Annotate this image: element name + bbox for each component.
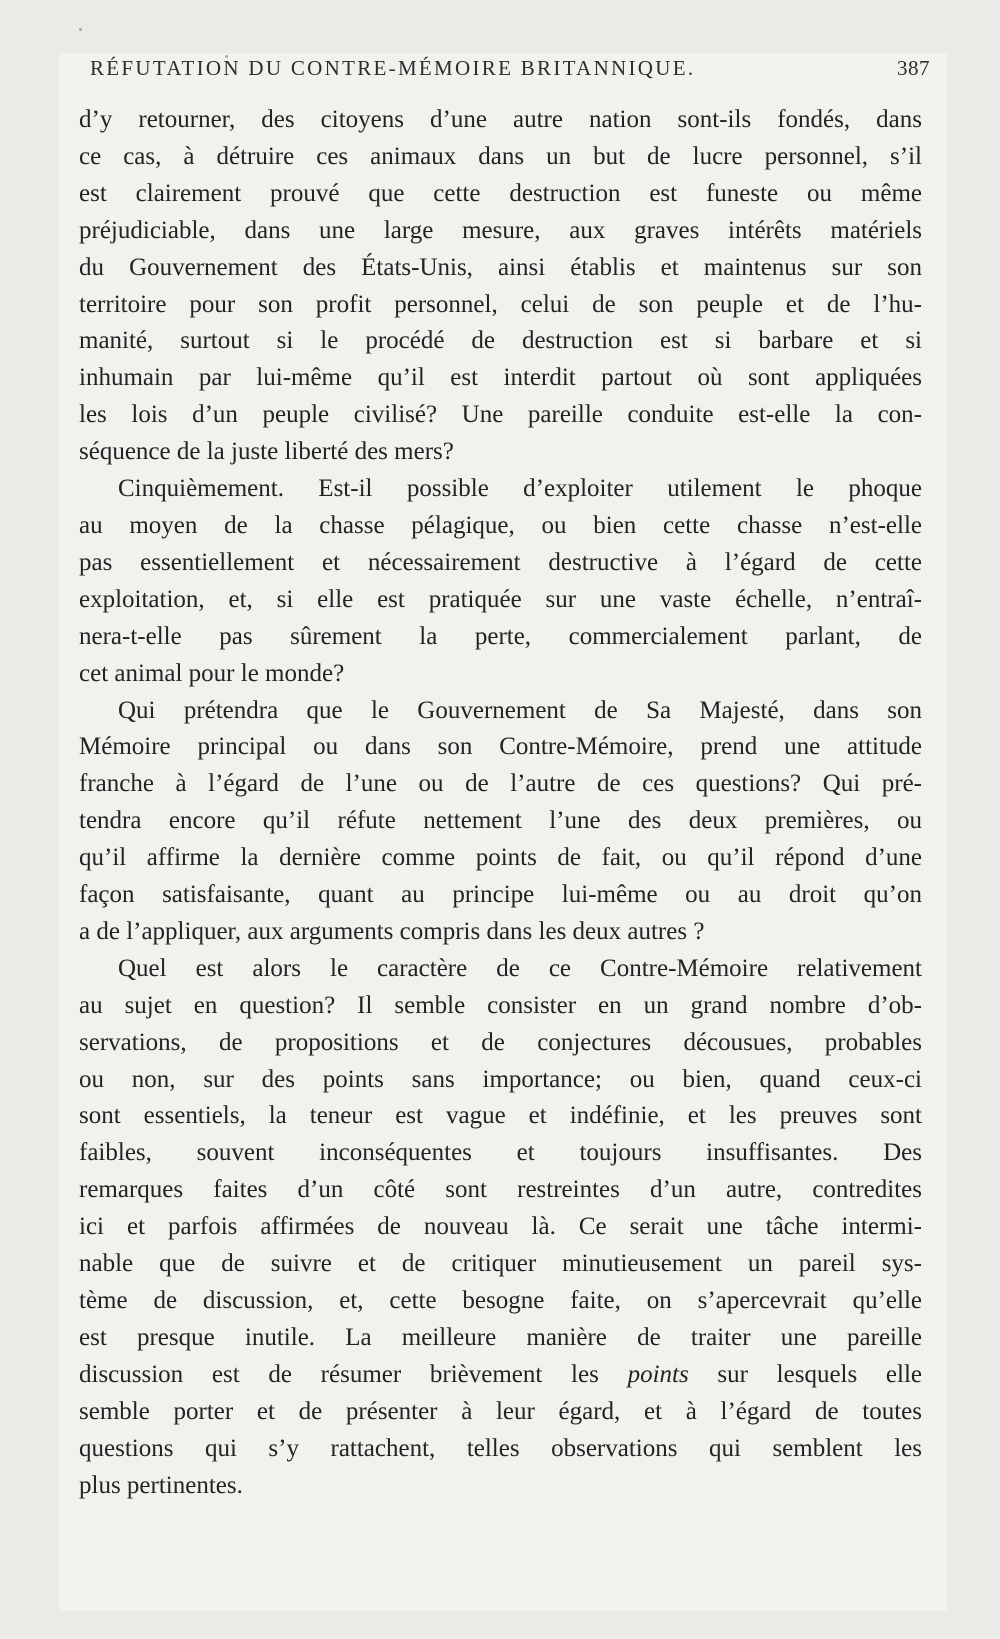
text-line: Cinquièmement. Est-il possible d’exploiter utilement le phoque	[118, 475, 922, 503]
paragraph-2	[79, 471, 922, 692]
text-segment: sur lesquels elle	[717, 1360, 923, 1388]
text-line: manité, surtout si le procédé de destruction est si barbare et si	[79, 327, 922, 355]
main-text	[79, 102, 922, 1504]
text-line: franche à l’égard de l’une ou de l’autre de ces questions? Qui pré-	[79, 770, 922, 798]
text-line: préjudiciable, dans une large mesure, aux graves intérêts matériels	[79, 216, 922, 244]
running-title: RÉFUTATION DU CONTRE-MÉMOIRE BRITANNIQUE.	[90, 56, 696, 80]
paragraph-4	[79, 951, 922, 1505]
text-line: semble porter et de présenter à leur égard, et à l’égard de toutes	[79, 1397, 922, 1425]
running-header	[90, 56, 930, 81]
text-line: nera-t-elle pas sûrement la perte, commercialement parlant, de	[79, 622, 922, 650]
text-line: faibles, souvent inconséquentes et toujours insuffisantes. Des	[79, 1139, 922, 1167]
paper-speck	[225, 55, 228, 58]
text-line: est presque inutile. La meilleure manière de traiter une pareille	[79, 1323, 922, 1351]
text-line: est clairement prouvé que cette destruction est funeste ou même	[79, 179, 922, 207]
text-line: remarques faites d’un côté sont restreintes d’un autre, contredites	[79, 1176, 922, 1204]
text-line: servations, de propositions et de conjectures décousues, probables	[79, 1028, 922, 1056]
text-line: Quel est alors le caractère de ce Contre-Mémoire relativement	[118, 954, 922, 982]
text-line: d’y retourner, des citoyens d’une autre nation sont-ils fondés, dans	[79, 106, 922, 133]
paragraph-1	[79, 102, 922, 471]
text-line: ici et parfois affirmées de nouveau là. Ce serait une tâche intermi-	[79, 1213, 922, 1241]
text-line: ce cas, à détruire ces animaux dans un but de lucre personnel, s’il	[79, 142, 922, 170]
text-line: tème de discussion, et, cette besogne faite, on s’apercevrait qu’elle	[79, 1287, 922, 1314]
text-line: au sujet en question? Il semble consister en un grand nombre d’ob-	[79, 991, 922, 1019]
text-line: qu’il affirme la dernière comme points de fait, ou qu’il répond d’une	[79, 844, 922, 872]
text-line-with-italic	[79, 1357, 922, 1394]
text-line: questions qui s’y rattachent, telles observations qui semblent les	[79, 1434, 922, 1462]
text-line: du Gouvernement des États-Unis, ainsi établis et maintenus sur son	[79, 253, 922, 281]
text-line: nable que de suivre et de critiquer minutieusement un pareil sys-	[79, 1250, 922, 1278]
text-line: plus pertinentes.	[79, 1471, 243, 1499]
text-line: ou non, sur des points sans importance; ou bien, quand ceux-ci	[79, 1065, 922, 1093]
text-line: territoire pour son profit personnel, celui de son peuple et de l’hu-	[79, 290, 922, 318]
italic-word: points	[627, 1360, 689, 1388]
text-line: séquence de la juste liberté des mers?	[79, 438, 454, 466]
text-line: tendra encore qu’il réfute nettement l’une des deux premières, ou	[79, 807, 922, 835]
text-line: pas essentiellement et nécessairement destructive à l’égard de cette	[79, 548, 922, 576]
page-number: 387	[897, 56, 930, 80]
text-line: les lois d’un peuple civilisé? Une pareille conduite est-elle la con-	[79, 401, 922, 429]
text-line: sont essentiels, la teneur est vague et indéfinie, et les preuves sont	[79, 1102, 922, 1130]
text-line: façon satisfaisante, quant au principe lui-même ou au droit qu’on	[79, 881, 922, 909]
text-line: cet animal pour le monde?	[79, 659, 345, 687]
text-line: inhumain par lui-même qu’il est interdit partout où sont appliquées	[79, 364, 922, 392]
paragraph-3	[79, 693, 922, 951]
paper-speck	[79, 28, 82, 31]
text-line: Mémoire principal ou dans son Contre-Mémoire, prend une attitude	[79, 733, 922, 761]
text-line: exploitation, et, si elle est pratiquée sur une vaste échelle, n’entraî-	[79, 585, 922, 613]
text-line: Qui prétendra que le Gouvernement de Sa Majesté, dans son	[118, 696, 922, 724]
text-segment: discussion est de résumer brièvement les	[79, 1360, 599, 1388]
text-line: au moyen de la chasse pélagique, ou bien cette chasse n’est-elle	[79, 511, 922, 539]
text-line: a de l’appliquer, aux arguments compris dans les deux autres ?	[79, 917, 705, 945]
